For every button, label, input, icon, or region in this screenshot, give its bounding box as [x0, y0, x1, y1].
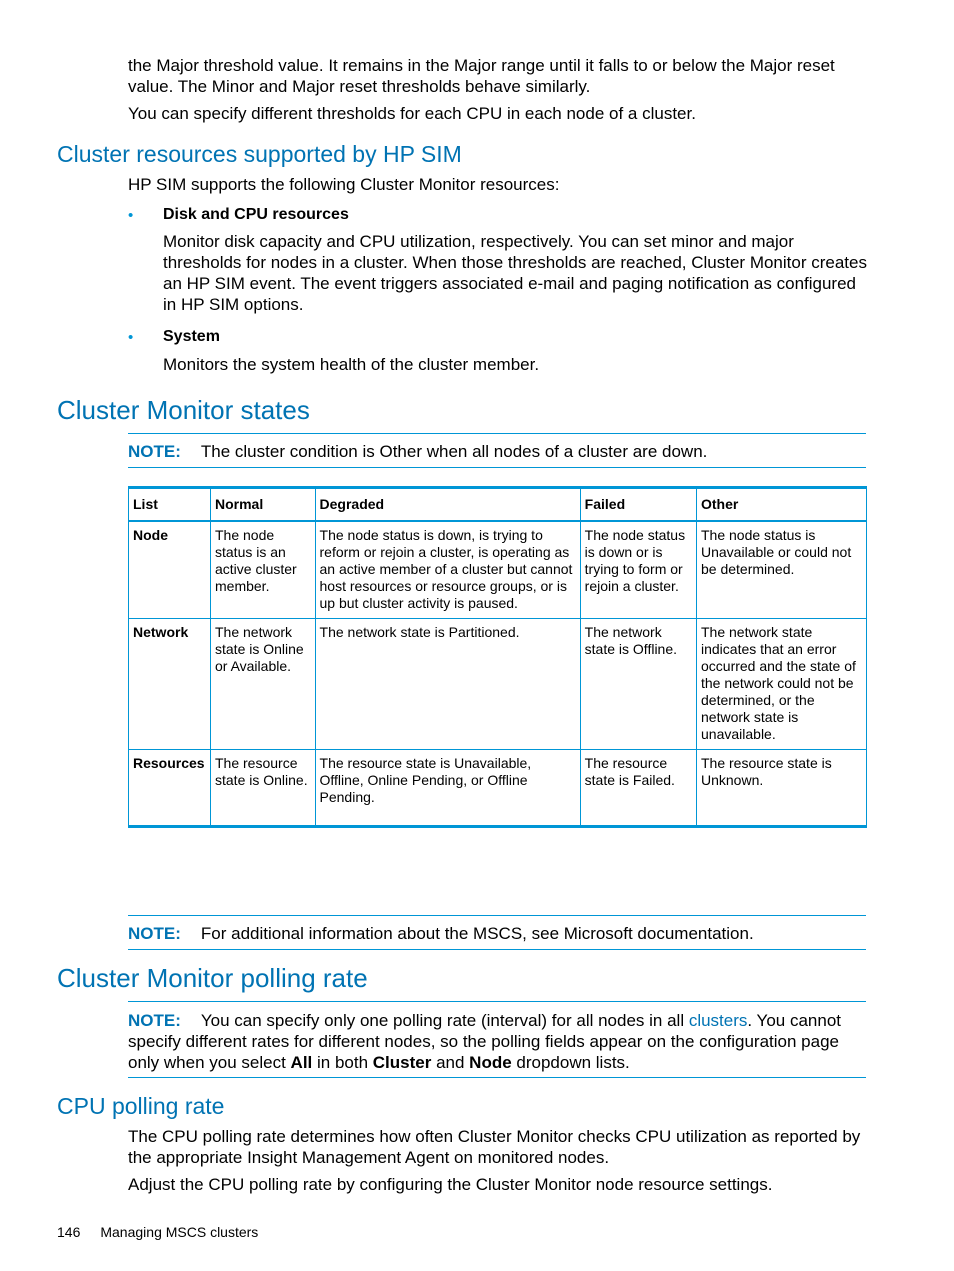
bullet-body-system: Monitors the system health of the cluster member.: [163, 355, 540, 374]
note-text: dropdown lists.: [511, 1053, 630, 1072]
note-rule-top: [128, 915, 866, 916]
note-label: NOTE:: [128, 1011, 181, 1030]
table-cell: The resource state is Failed.: [580, 750, 696, 827]
note-bold-node: Node: [469, 1053, 512, 1072]
bullet-icon: •: [128, 207, 134, 224]
note-text: in both: [312, 1053, 373, 1072]
resources-lead: HP SIM supports the following Cluster Monitor resources:: [128, 175, 560, 194]
cpu-paragraph-1: The CPU polling rate determines how often Cluster Monitor checks CPU utilization as reported by the appropriate Insight Management Agent on monitored nodes.: [128, 1127, 861, 1167]
bullet-title-system: System: [163, 328, 220, 345]
bullet-title-disk-cpu: Disk and CPU resources: [163, 206, 349, 223]
note-rule-top: [128, 433, 866, 434]
note-label: NOTE:: [128, 442, 181, 461]
note-text: You can specify only one polling rate (interval) for all nodes in all: [200, 1011, 689, 1030]
section-heading-cpu: CPU polling rate: [57, 1093, 225, 1119]
section-heading-states: Cluster Monitor states: [57, 395, 310, 425]
note-rule-bottom: [128, 1077, 866, 1078]
page-footer: [57, 1222, 258, 1242]
table-cell: The resource state is Unknown.: [697, 750, 867, 827]
clusters-link[interactable]: clusters: [688, 1011, 748, 1030]
note-rule-top: [128, 1001, 866, 1002]
table-row: [129, 750, 867, 827]
note-bold-all: All: [290, 1053, 313, 1072]
bullet-body-disk-cpu: Monitor disk capacity and CPU utilization, respectively. You can set minor and major thresholds for nodes in a cluster. When those thresholds are reached, Cluster Monitor creates an HP SIM event. The event triggers associated e-mail and paging notification as configured in HP SIM options.: [163, 232, 867, 314]
table-row: [129, 619, 867, 750]
table-cell: The network state is Offline.: [580, 619, 696, 750]
table-cell: The node status is an active cluster member.: [211, 521, 316, 619]
intro-paragraph-1: the Major threshold value. It remains in the Major range until it falls to or below the Major reset value. The Minor and Major reset thresholds behave similarly.: [128, 56, 835, 96]
note-text: . You cannot specify different rates for different nodes, so the polling fields appear on the configuration page only when you select: [128, 1011, 841, 1072]
intro-paragraph-2: You can specify different thresholds for each CPU in each node of a cluster.: [128, 104, 696, 123]
note-rule-bottom: [128, 467, 866, 468]
table-row-header: Resources: [129, 750, 211, 827]
note-text: The cluster condition is Other when all nodes of a cluster are down.: [200, 442, 708, 461]
table-row-header: Node: [129, 521, 211, 619]
table-header-cell: Degraded: [315, 488, 580, 522]
section-heading-polling: Cluster Monitor polling rate: [57, 963, 368, 993]
cpu-paragraph-2: Adjust the CPU polling rate by configuring the Cluster Monitor node resource settings.: [128, 1175, 773, 1194]
page-number: 146: [57, 1224, 81, 1240]
note-text: and: [431, 1053, 470, 1072]
table-cell: The node status is Unavailable or could not be determined.: [697, 521, 867, 619]
note-polling: [128, 1010, 866, 1073]
table-row: [129, 521, 867, 619]
table-cell: The resource state is Unavailable, Offline, Online Pending, or Offline Pending.: [315, 750, 580, 827]
table-cell: The network state is Partitioned.: [315, 619, 580, 750]
cluster-states-table: [128, 486, 867, 828]
chapter-title: Managing MSCS clusters: [100, 1224, 259, 1240]
note-rule-bottom: [128, 949, 866, 950]
table-cell: The node status is down or is trying to form or rejoin a cluster.: [580, 521, 696, 619]
table-cell: The network state is Online or Available.: [211, 619, 316, 750]
table-header-row: [129, 488, 867, 522]
note-label: NOTE:: [128, 924, 181, 943]
note-states: [128, 441, 866, 462]
note-mscs: [128, 923, 866, 944]
note-bold-cluster: Cluster: [372, 1053, 432, 1072]
table-header-cell: Failed: [580, 488, 696, 522]
section-heading-resources: Cluster resources supported by HP SIM: [57, 141, 462, 167]
table-cell: The network state indicates that an error occurred and the state of the network could not be determined, or the network state is unavailable.: [697, 619, 867, 750]
bullet-icon: •: [128, 329, 134, 346]
table-header-cell: List: [129, 488, 211, 522]
table-header-cell: Normal: [211, 488, 316, 522]
table-cell: The resource state is Online.: [211, 750, 316, 827]
table-cell: The node status is down, is trying to reform or rejoin a cluster, is operating as an active member of a cluster but cannot host resources or resource groups, or is up but cluster activity is paused.: [315, 521, 580, 619]
note-text: For additional information about the MSCS, see Microsoft documentation.: [200, 924, 754, 943]
table-header-cell: Other: [697, 488, 867, 522]
table-row-header: Network: [129, 619, 211, 750]
